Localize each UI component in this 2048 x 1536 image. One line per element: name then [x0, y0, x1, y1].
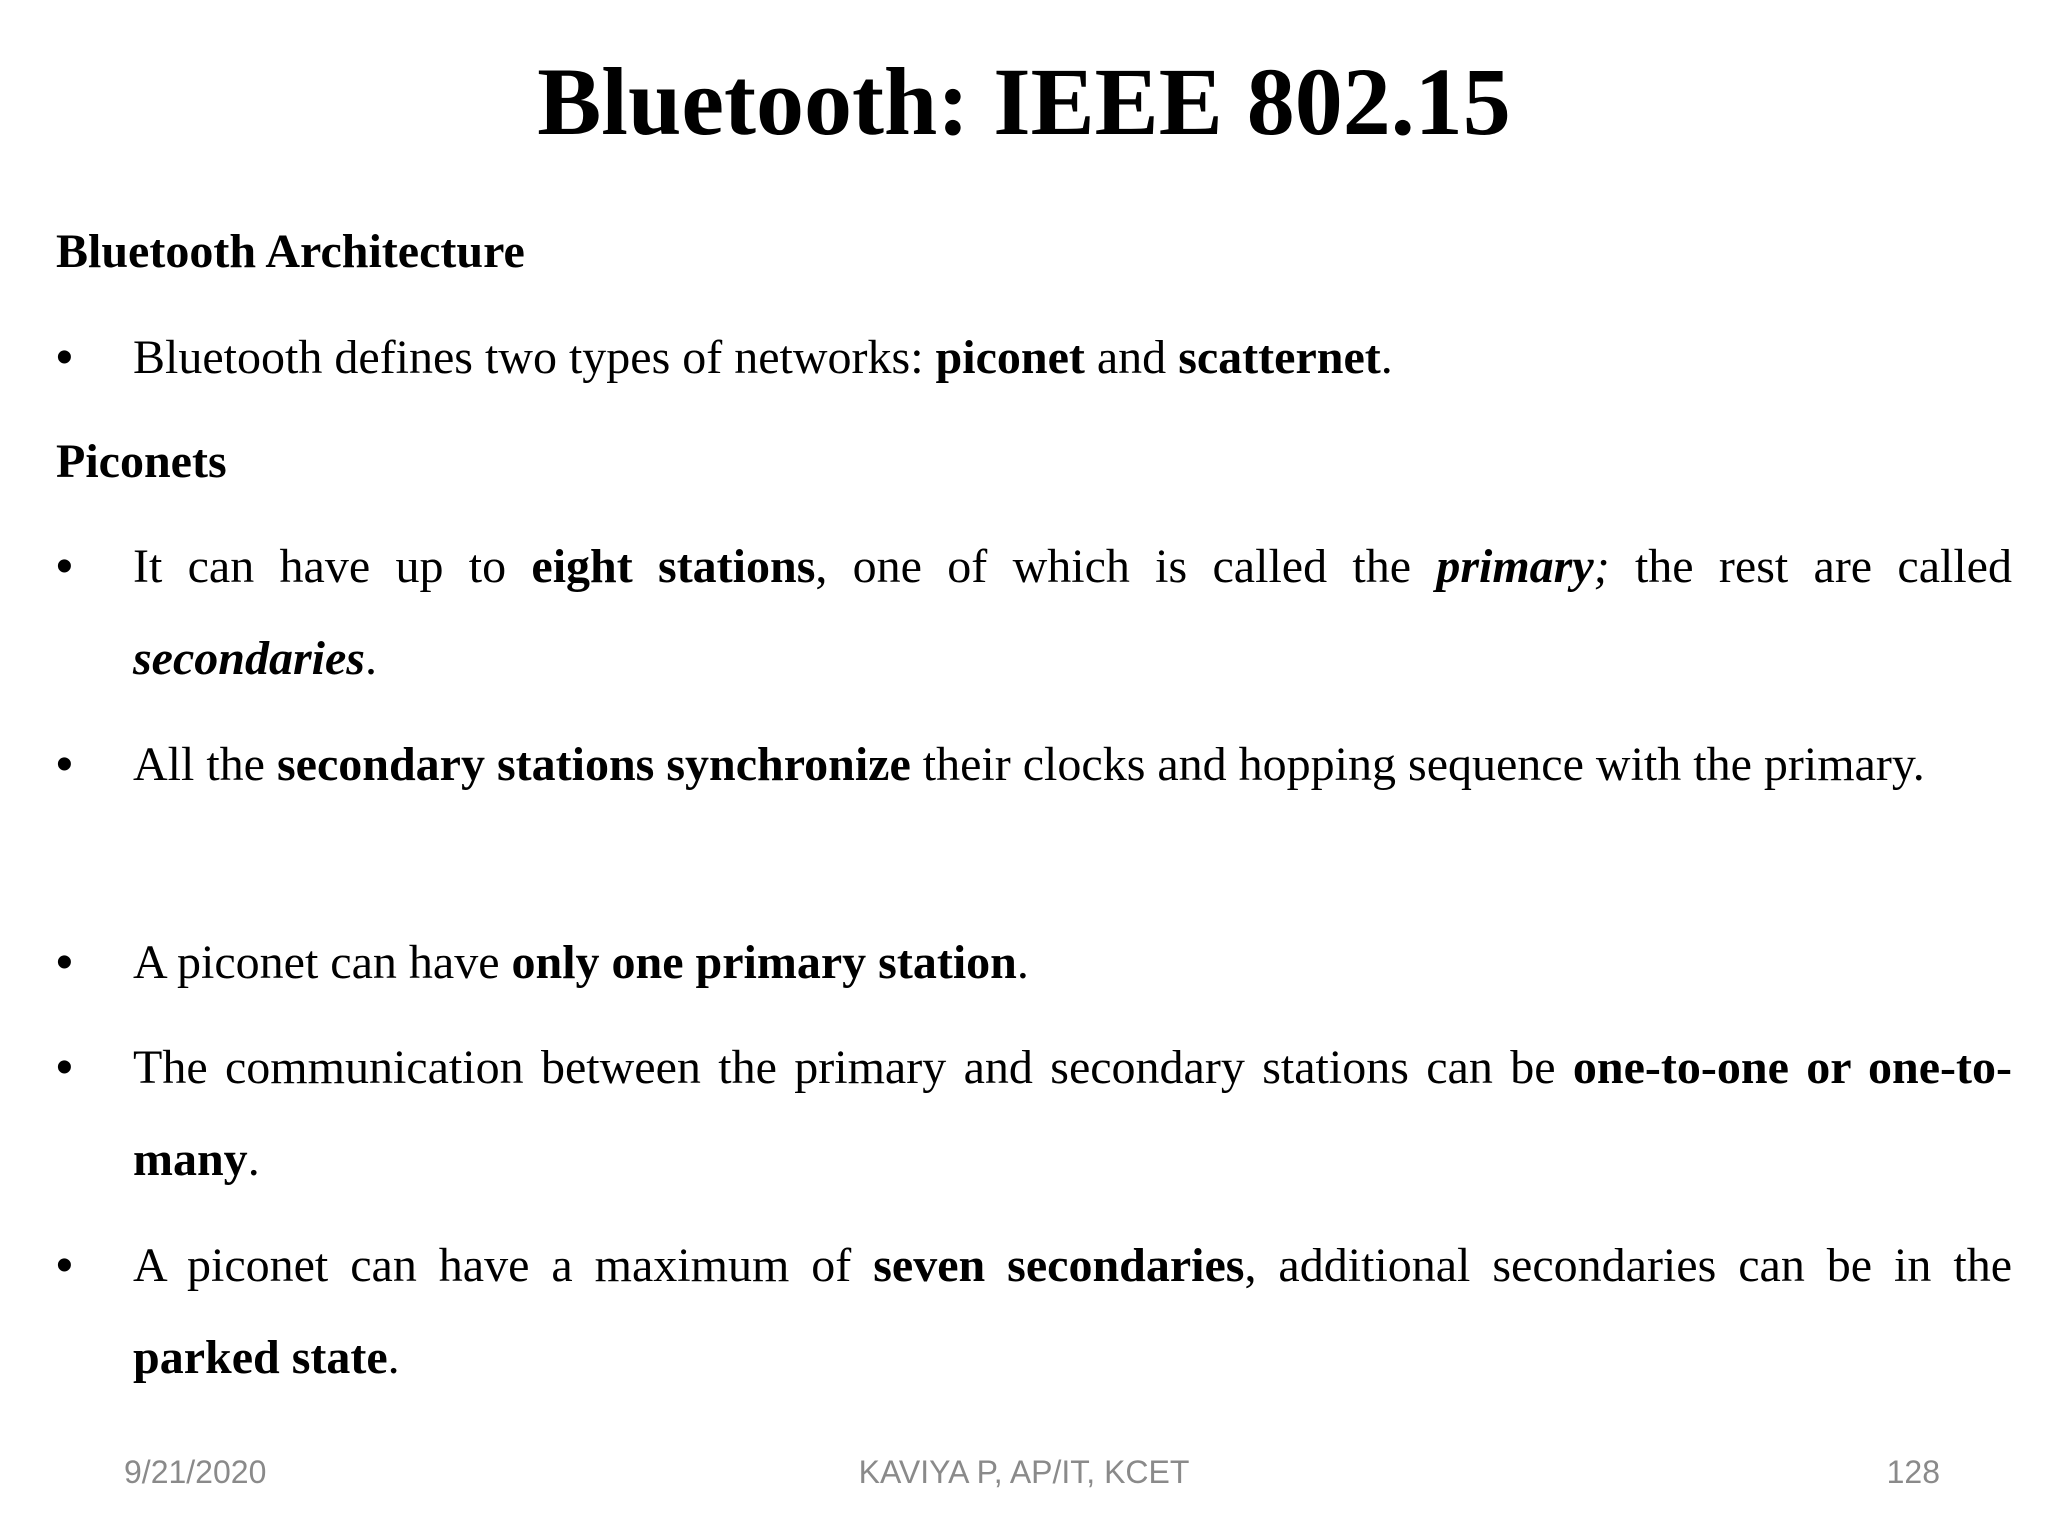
bullet-icon: •	[56, 540, 73, 593]
bullet-text: It can have up to eight stations, one of which is called the primary; the rest are called secondaries.	[133, 540, 2012, 685]
bullet-communication	[56, 1022, 2012, 1206]
bullet-text: A piconet can have a maximum of seven secondaries, additional secondaries can be in the parked state.	[133, 1239, 2012, 1384]
bullet-icon: •	[56, 738, 73, 791]
bullet-text: All the secondary stations synchronize their clocks and hopping sequence with the primary.	[133, 738, 1925, 791]
bullet-network-types	[56, 312, 2012, 404]
bullet-eight-stations	[56, 521, 2012, 705]
bullet-icon: •	[56, 331, 73, 384]
slide-title: Bluetooth: IEEE 802.15	[537, 48, 1511, 155]
footer-author: KAVIYA P, AP/IT, KCET	[858, 1454, 1190, 1490]
bullet-synchronize	[56, 719, 2012, 811]
bullet-icon: •	[56, 936, 73, 989]
section-heading-architecture: Bluetooth Architecture	[56, 225, 525, 278]
section-heading-piconets: Piconets	[56, 435, 227, 488]
bullet-one-primary	[56, 917, 2012, 1009]
bullet-text: A piconet can have only one primary station.	[133, 936, 1029, 989]
bullet-seven-secondaries	[56, 1220, 2012, 1404]
footer-page-number: 128	[1886, 1454, 1940, 1490]
bullet-text: Bluetooth defines two types of networks: piconet and scatternet.	[133, 331, 1393, 384]
bullet-icon: •	[56, 1041, 73, 1094]
bullet-icon: •	[56, 1239, 73, 1292]
bullet-text: The communication between the primary and secondary stations can be one-to-one or one-to-many.	[133, 1041, 2013, 1186]
footer-date: 9/21/2020	[124, 1454, 267, 1490]
